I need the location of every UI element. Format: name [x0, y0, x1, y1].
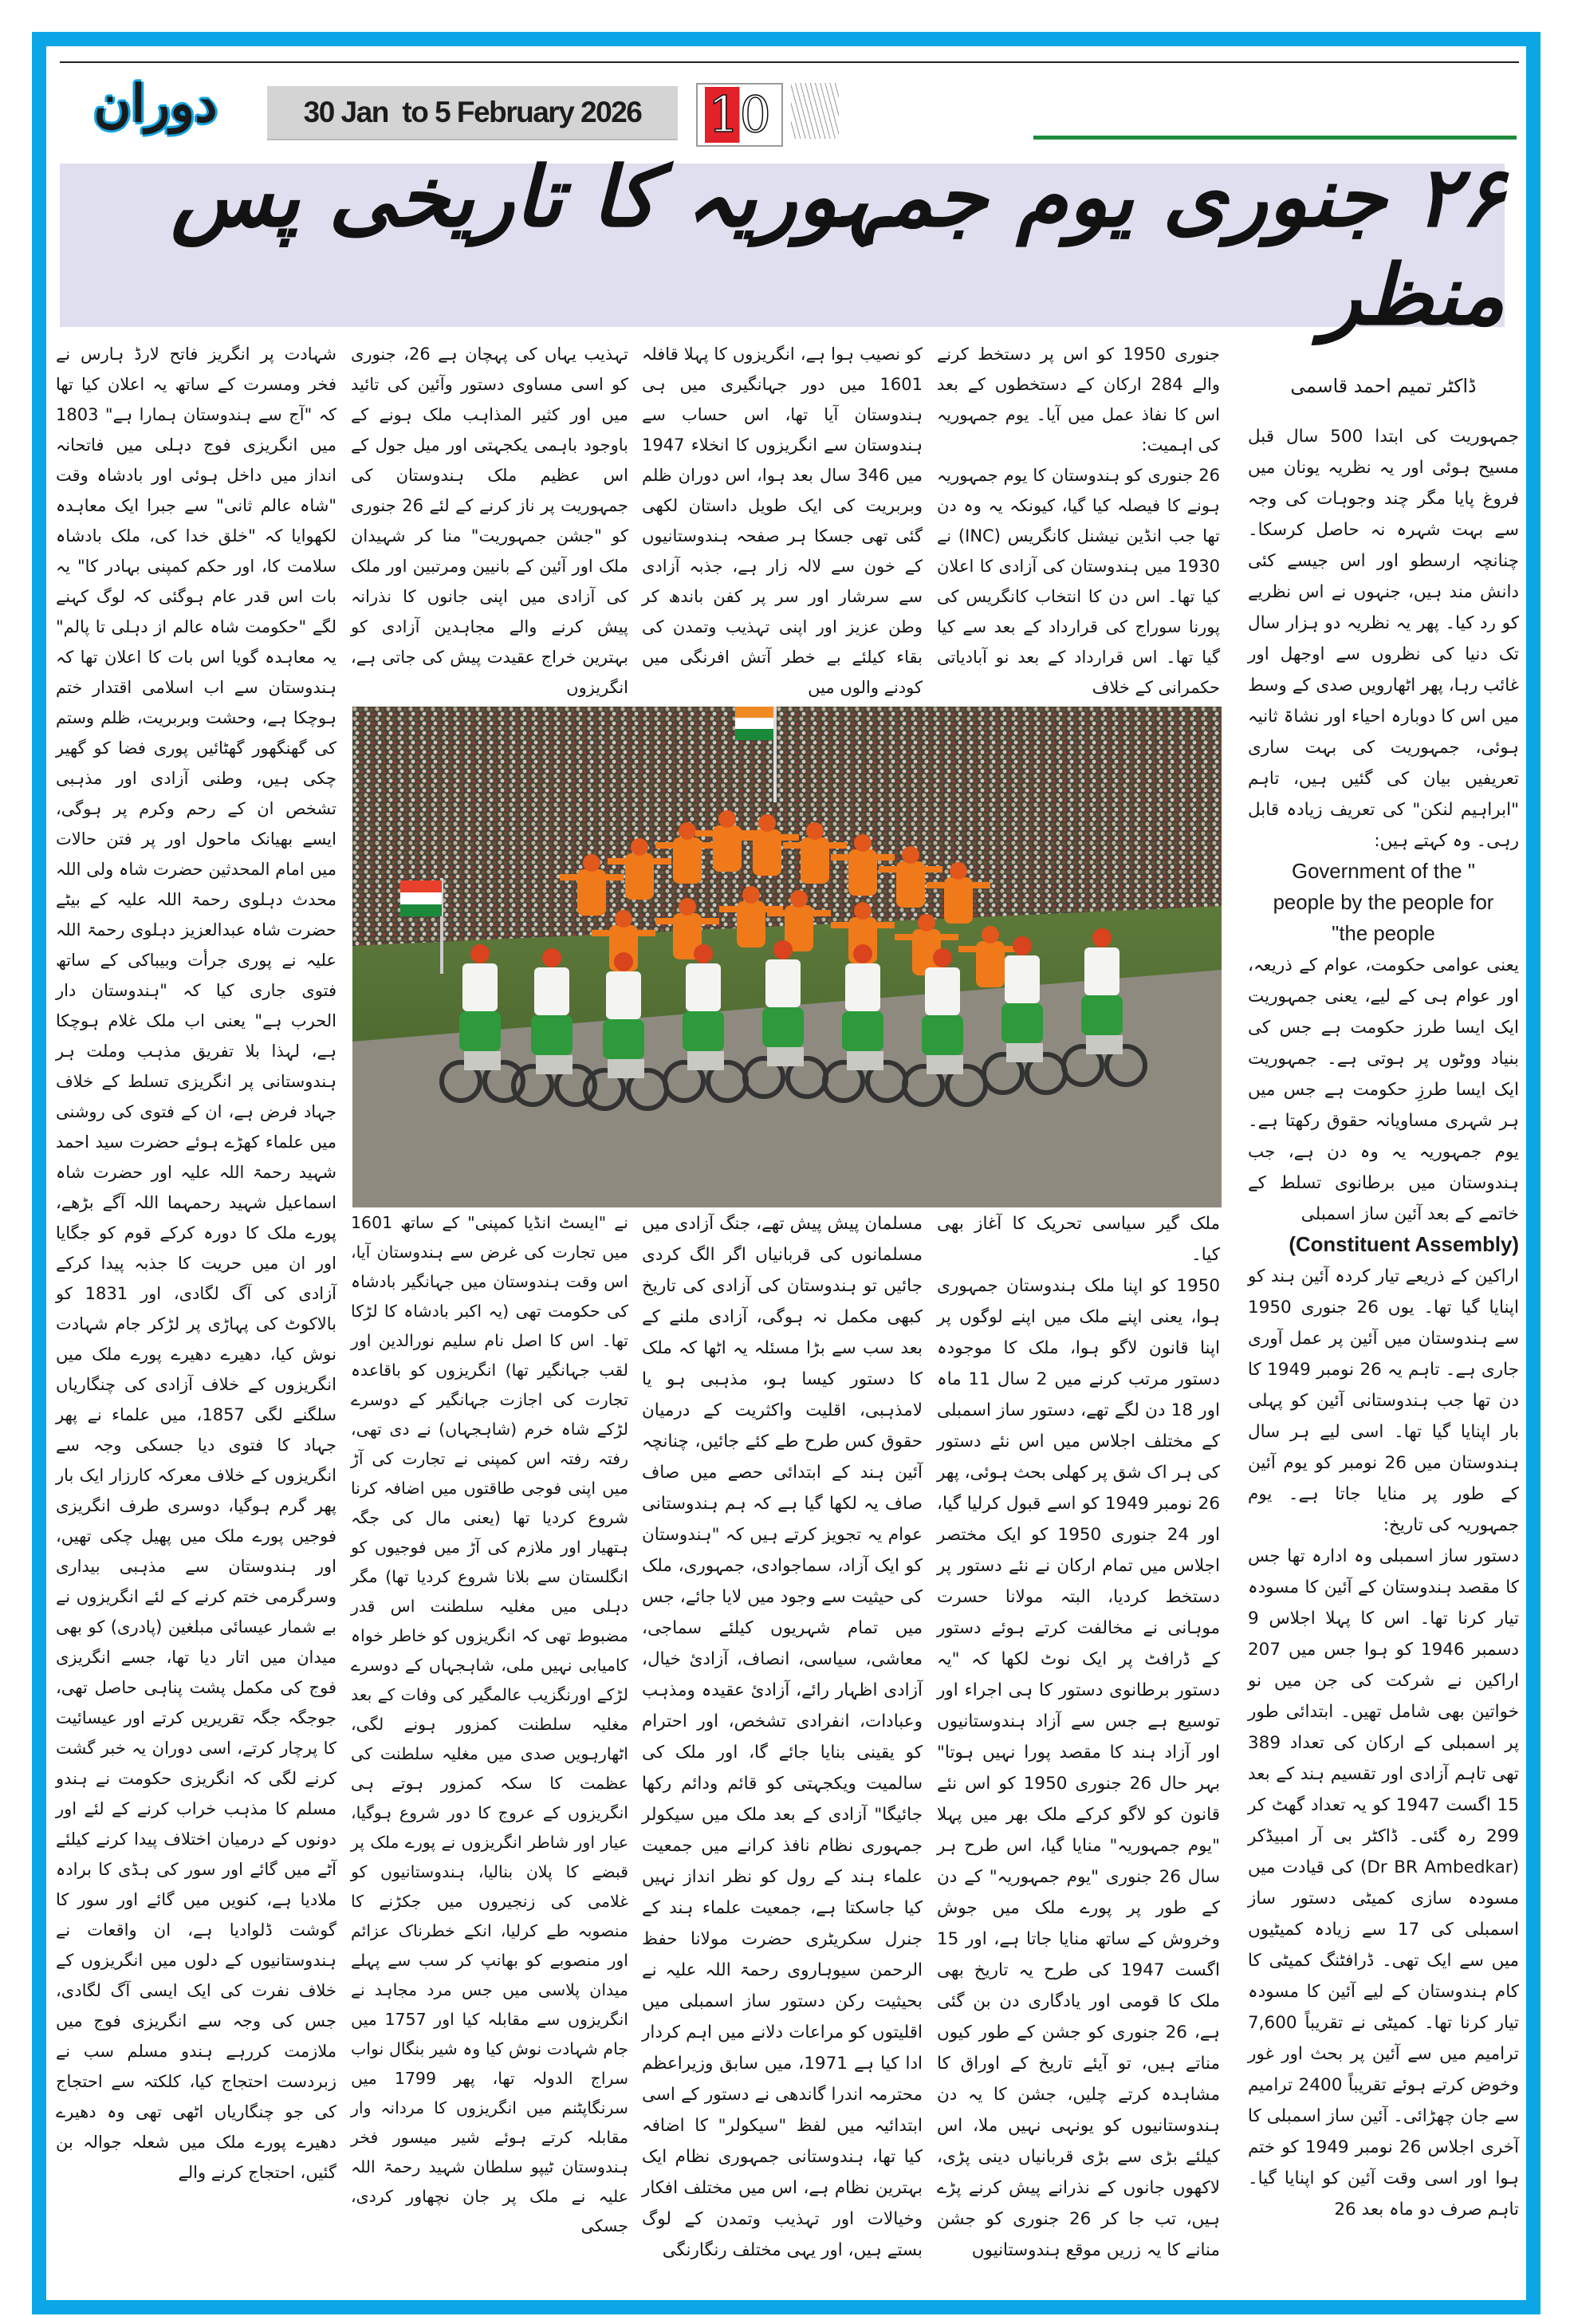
paragraph: 26 جنوری کو ہندوستان کا یوم جمہوریہ ہونے کا فیصلہ کیا گیا، کیونکہ یہ وہ دن تھا جب انڈین نیشنل کانگریس (INC) نے 1930 میں ہندوستان کی آزادی کا اعلان کیا تھا۔ اس دن کا انتخاب کانگریس کی پورنا سوراج کی قرارداد کے بعد سے کیا گیا تھا۔ اس قرارداد کے بعد نو آبادیاتی حکمرانی کے خلاف — [937, 466, 1220, 697]
newspaper-logo — [80, 65, 231, 142]
column-4-top — [937, 339, 1220, 702]
column-4-bottom — [937, 1208, 1220, 2293]
column-3-top — [642, 339, 923, 702]
paragraph: یعنی عوامی حکومت، عوام کے ذریعہ، اور عوام ہی کے لیے، یعنی جمہوریت ایک ایسا طرز حکومت ہے جس کی بنیاد ووٹوں پر ہوتی ہے۔ جمہوریت ایک ایسا طرزِ حکومت ہے جس میں ہر شہری مساویانہ حقوق رکھتا ہے۔ یوم جمہوریہ یہ وہ دن ہے، جب ہندوستان میں برطانوی تسلط کے خاتمے کے بعد آئین ساز اسمبلی — [1248, 955, 1519, 1224]
lincoln-quote-line: "the people — [1332, 923, 1435, 945]
republic-day-parade-photo — [352, 707, 1222, 1207]
constituent-assembly-term: (Constituent Assembly) — [1289, 1234, 1519, 1256]
paragraph: ملک گیر سیاسی تحریک کا آغاز بھی کیا۔ — [937, 1214, 1220, 1265]
paragraph: مسلمان پیش پیش تھے، جنگ آزادی میں مسلمانوں کی قربانیاں اگر الگ کردی جائیں تو ہندوستان کی آزادی کی تاریخ کبھی مکمل نہ ہوگی، آزادی ملنے کے بعد سب سے بڑا مسئلہ یہ اٹھا کہ ملک کا دستور کیسا ہو، مذہبی ہو یا لامذہبی، اقلیت واکثریت کے درمیان حقوق کس طرح طے کئے جائیں، چنانچہ آئین ہند کے ابتدائی حصے میں صاف صاف یہ لکھا گیا ہے کہ ہم ہندوستانی عوام یہ تجویز کرتے ہیں کہ "ہندوستان کو ایک آزاد، سماجوادی، جمہوری، ملک کی حیثیت سے وجود میں لایا جائے، جس میں تمام شہریوں کیلئے سماجی، معاشی، سیاسی، انصاف، آزادئ خیال، آزادی اظہار رائے، آزادئ عقیدہ ومذہب وعبادات، انفرادی تشخص، اور احترام کو یقینی بنایا جائے گا، اور ملک کی سالمیت ویکجہتی کو قائم ودائم رکھا جائیگا" آزادی کے بعد ملک میں سیکولر جمہوری نظام نافذ کرانے میں جمعیت علماء ہند کے رول کو نظر انداز نہیں کیا جاسکتا ہے، جمعیت علماء ہند کے جنرل سکریٹری حضرت مولانا حفظ الرحمن سیوہاروی رحمۃ اللہ علیہ نے بحیثیت رکن دستور ساز اسمبلی میں اقلیتوں کو مراعات دلانے میں اہم کردار ادا کیا ہے 1971، میں سابق وزیراعظم محترمہ اندرا گاندھی نے دستور کے اسی ابتدائیہ میں لفظ "سیکولر" کا اضافہ کیا تھا، ہندوستانی جمہوری نظام ایک بہترین نظام ہے، اس میں مختلف افکار وخیالات اور تہذیب وتمدن کے لوگ بستے ہیں، اور یہی مختلف رنگارنگی — [642, 1214, 923, 2260]
paragraph: دستور ساز اسمبلی وہ ادارہ تھا جس کا مقصد ہندوستان کے آئین کا مسودہ تیار کرنا تھا۔ اس کا پہلا اجلاس 9 دسمبر 1946 کو ہوا جس میں 207 اراکین نے شرکت کی جن میں نو خواتین بھی شامل تھیں۔ ابتدائی طور پر اسمبلی کے ارکان کی تعداد 389 تھی تاہم آزادی اور تقسیم ہند کے بعد 15 اگست 1947 کو یہ تعداد گھٹ کر 299 رہ گئی۔ ڈاکٹر بی آر امبیڈکر (Dr BR Ambedkar) کی قیادت میں مسودہ سازی کمیٹی دستور ساز اسمبلی کی 17 سے زیادہ کمیٹیوں میں سے ایک تھی۔ ڈرافٹنگ کمیٹی کا کام ہندوستان کے لیے آئین کا مسودہ تیار کرنا تھا۔ کمیٹی نے تقریباً 7,600 ترامیم میں سے آئین پر بحث اور غور وخوض کرتے ہوئے تقریباً 2400 ترامیم سے جان چھڑائی۔ آئین ساز اسمبلی کا آخری اجلاس 26 نومبر 1949 کو ختم ہوا اور اسی وقت آئین کو اپنایا گیا۔ تاہم صرف دو ماہ بعد 26 — [1248, 1546, 1519, 2220]
column-1 — [56, 339, 336, 2289]
column-3-bottom — [642, 1208, 923, 2293]
issue-date: 30 Jan to 5 February 2026 — [303, 96, 642, 128]
logo-text: دوران — [93, 73, 218, 134]
lincoln-quote-line: Government of the " — [1292, 861, 1475, 883]
author-byline: ڈاکٹر تمیم احمد قاسمی — [1290, 375, 1477, 397]
hatch-decoration — [791, 83, 839, 139]
page-number: 10 — [705, 87, 774, 143]
page-number-box — [696, 83, 783, 147]
column-2-bottom — [351, 1208, 628, 2293]
accent-rule — [1033, 136, 1517, 140]
paragraph: جمہوریت کی ابتدا 500 سال قبل مسیح ہوئی اور یہ نظریہ یونان میں فروغ پایا مگر چند وجوہات کی وجہ سے بہت شہرہ نہ حاصل کرسکا۔ چنانچہ ارسطو اور اس جیسے کئی دانش مند ہیں، جنہوں نے اس نظریے کو رد کیا۔ پھر یہ نظریہ دو ہزار سال تک دنیا کی نظروں سے اوجھل اور غائب رہا، پھر اٹھارویں صدی کے وسط میں اس کا دوبارہ احیاء اور نشاۃ ثانیہ ہوئی، جمہوریت کی بہت ساری تعریفیں بیان کی گئیں ہیں، تاہم "ابراہیم لنکن" کی تعریف زیادہ قابل رہی۔ وہ کہتے ہیں: — [1248, 427, 1519, 851]
paragraph: تہذیب یہاں کی پہچان ہے 26، جنوری کو اسی مساوی دستور وآئین کی تائید میں اور کثیر المذاہب ملک ہونے کے باوجود باہمی یکجہتی اور میل جول کے اس عظیم ملک ہندوستان کی جمہوریت پر ناز کرنے کے لئے 26 جنوری کو "جشن جمہوریت" منا کر شہیدان ملک اور آئین کے بانیین ومرتبین اور ملک کی آزادی میں اپنی جانوں کا نذرانہ پیش کرنے والے مجاہدین آزادی کو بہترین خراج عقیدت پیش کی جاتی ہے، انگریزوں — [351, 345, 629, 697]
paragraph: جنوری 1950 کو اس پر دستخط کرنے والے 284 ارکان کے دستخطوں کے بعد اس کا نفاذ عمل میں آیا۔ یوم جمہوریہ کی اہمیت: — [937, 345, 1220, 455]
header-rule — [60, 61, 1519, 63]
parade-illustration — [352, 707, 1222, 1207]
paragraph: 1950 کو اپنا ملک ہندوستان جمہوری ہوا، یعنی اپنے ملک میں اپنے لوگوں پر اپنا قانون لاگو ہوا، ملک کا موجودہ دستور مرتب کرنے میں 2 سال 11 ماہ اور 18 دن لگے تھے، دستور ساز اسمبلی کے مختلف اجلاس میں اس نئے دستور کی ہر اک شق پر کھلی بحث ہوئی، پھر 26 نومبر 1949 کو اسے قبول کرلیا گیا، اور 24 جنوری 1950 کو ایک مختصر اجلاس میں تمام ارکان نے نئے دستور پر دستخط کردیا، البتہ مولانا حسرت موہانی نے مخالفت کرتے ہوئے دستور کے ڈرافٹ پر ایک نوٹ لکھا کہ "یہ دستور برطانوی دستور کا ہی اجراء اور توسیع ہے جس سے آزاد ہندوستانیوں اور آزاد ہند کا مقصد پورا نہیں ہوتا" بہر حال 26 جنوری 1950 کو اس نئے قانون کو لاگو کرکے ملک بھر میں پہلا "یوم جمہوریہ" منایا گیا، اس طرح ہر سال 26 جنوری "یوم جمہوریہ" کے دن کے طور پر پورے ملک میں جوش وخروش کے ساتھ منایا جاتا ہے، اور 15 اگست 1947 کی طرح یہ تاریخ بھی ملک کا قومی اور یادگاری دن بن گئی ہے، 26 جنوری کو جشن کے طور کیوں مناتے ہیں، تو آیئے تاریخ کے اوراق کا مشاہدہ کرتے چلیں، جشن کا یہ دن ہندوستانیوں کو یونہی نہیں ملا، اس کیلئے بڑی سے بڑی قربانیاں دینی پڑی، لاکھوں جانوں کے نذرانے پیش کرنے پڑے ہیں، تب جا کر 26 جنوری کو جشن منانے کا یہ زریں موقع ہندوستانیوں — [937, 1276, 1221, 2260]
paragraph: اراکین کے ذریعے تیار کردہ آئین ہند کو اپنایا گیا تھا۔ یوں 26 جنوری 1950 سے ہندوستان میں آئین پر عمل آوری جاری ہے۔ تاہم یہ 26 نومبر 1949 کا دن تھا جب ہندوستانی آئین کو پہلی بار اپنایا گیا تھا۔ اسی لیے ہر سال ہندوستان میں 26 نومبر کو یوم آئین کے طور پر منایا جاتا ہے۔ یوم جمہوریہ کی تاریخ: — [1248, 1266, 1519, 1535]
lincoln-quote-line: people by the people for — [1273, 892, 1494, 914]
paragraph: شہادت پر انگریز فاتح لارڈ ہارس نے فخر ومسرت کے ساتھ یہ اعلان کیا تھا کہ "آج سے ہندوستان ہمارا ہے" 1803 میں انگریزی فوج دہلی میں فاتحانہ انداز میں داخل ہوئی اور بادشاہ وقت "شاہ عالم ثانی" سے جبرا ایک معاہدہ لکھوایا کہ "خلق خدا کی، ملک بادشاہ سلامت کا، اور حکم کمپنی بہادر کا" یہ بات اس قدر عام ہوگئی کہ لوگ کہنے لگے "حکومت شاہ عالم از دہلی تا پالم" یہ معاہدہ گویا اس بات کا اعلان تھا کہ ہندوستان سے اب اسلامی اقتدار ختم ہوچکا ہے، وحشت وبربریت، ظلم وستم کی گھنگھور گھٹائیں پوری فضا کو گھیر چکی ہیں، وطنی آزادی اور مذہبی تشخص ان کے رحم وکرم پر ہوگی، ایسے بھیانک ماحول اور پر فتن حالات میں امام المحدثین حضرت شاہ ولی اللہ محدث دہلوی رحمۃ اللہ علیہ کے بیٹے حضرت شاہ عبدالعزیز دہلوی رحمۃ اللہ علیہ نے پوری جرأت وبیباکی کے ساتھ فتوی جاری کیا کہ "ہندوستان دار الحرب ہے" یعنی اب ملک غلام ہوچکا ہے، لہذا بلا تفریق مذہب وملت ہر ہندوستانی پر انگریزی تسلط کے خلاف جہاد فرض ہے، ان کے فتوی کی روشنی میں علماء کھڑے ہوئے حضرت سید احمد شہید رحمۃ اللہ علیہ اور حضرت شاہ اسماعیل شہید رحمہما اللہ آگے بڑھے، پورے ملک کا دورہ کرکے قوم کو جگایا اور ان میں حریت کا جذبہ پیدا کرکے آزادی کی آگ لگادی، اور 1831 کو بالاکوٹ کی پہاڑی پر لڑکر جام شہادت نوش کیا، دھیرے دھیرے پورے ملک میں انگریزوں کے خلاف آزادی کی چنگاریاں سلگنے لگی 1857، میں علماء نے پھر جہاد کا فتوی دیا جسکی وجہ سے انگریزوں کے خلاف معرکہ کارزار ایک بار پھر گرم ہوگیا، دوسری طرف انگریزی فوجیں پورے ملک میں پھیل چکی تھیں، اور ہندوستان سے مذہبی بیداری وسرگرمی ختم کرنے کے لئے انگریزوں نے بے شمار عیسائی مبلغین (پادری) کو بھی میدان میں اتار دیا تھا، جسے انگریزی فوج کی مکمل پشت پناہی حاصل تھی، جوجگہ جگہ تقریریں کرتے اور عیسائیت کا پرچار کرتے، اسی دوران یہ خبر گشت کرنے لگی کہ انگریزی حکومت نے ہندو مسلم کا مذہب خراب کرنے کے لئے اور دونوں کے درمیان اختلاف پیدا کرنے کیلئے آٹے میں گائے اور سور کی ہڈی کا برادہ ملادیا ہے، کنویں میں گائے اور سور کا گوشت ڈلوادیا ہے، ان واقعات نے ہندوستانیوں کے دلوں میں انگریزوں کے خلاف نفرت کی ایک ایسی آگ لگادی، جس کی وجہ سے انگریزی فوج میں ملازمت کررہے ہندو مسلم سب نے زبردست احتجاج کیا، کلکتہ سے احتجاج کی جو چنگاریاں اٹھی تھی وہ دھیرے دھیرے پورے ملک میں شعلہ جوالہ بن گئیں، احتجاج کرنے والے — [56, 345, 336, 2182]
column-5 — [1248, 339, 1519, 2293]
paragraph: نے "ایسٹ انڈیا کمپنی" کے ساتھ 1601 میں تجارت کی غرض سے ہندوستان آیا، اس وقت ہندوستان میں جہانگیر بادشاہ کی حکومت تھی (یہ اکبر بادشاہ کا لڑکا تھا۔ اس کا اصل نام سلیم نورالدین اور لقب جہانگیر تھا) انگریزوں کو باقاعدہ تجارت کی اجازت جہانگیر کے دوسرے لڑکے شاہ خرم (شاہجہاں) نے دی تھی، رفتہ رفتہ اس کمپنی نے تجارت کی آڑ میں اپنی فوجی طاقتوں میں اضافہ کرنا شروع کردیا تھا (یعنی مال کی جگہ ہتھیار اور ملازم کی آڑ میں فوجیوں کو انگلستان سے بلانا شروع کردیا تھا) مگر دہلی میں مغلیہ سلطنت اس قدر مضبوط تھی کہ انگریزوں کو خاطر خواہ کامیابی نہیں ملی، شاہجہاں کے دوسرے لڑکے اورنگزیب عالمگیر کی وفات کے بعد مغلیہ سلطنت کمزور ہونے لگی، اٹھارہویں صدی میں مغلیہ سلطنت کی عظمت کا سکہ کمزور ہوتے ہی انگریزوں کے عروج کا دور شروع ہوگیا، عیار اور شاطر انگریزوں نے پورے ملک پر قبضے کا پلان بنالیا، ہندوستانیوں کو غلامی کی زنجیروں میں جکڑنے کا منصوبہ طے کرلیا، انکے خطرناک عزائم اور منصوبے کو بھانپ کر سب سے پہلے میدان پلاسی میں جس مرد مجاہد نے انگریزوں سے مقابلہ کیا اور 1757 میں جام شہادت نوش کیا وہ شیر بنگال نواب سراج الدولہ تھا، پھر 1799 میں سرنگاپٹنم میں انگریزوں کا مردانہ وار مقابلہ کرتے ہوئے شیر میسور فخر ہندوستان ٹیپو سلطان شہید رحمۃ اللہ علیہ نے ملک پر جان نچھاور کردی، جسکی — [351, 1213, 629, 2235]
paragraph: کو نصیب ہوا ہے، انگریزوں کا پہلا قافلہ 1601 میں دور جہانگیری میں ہی ہندوستان آیا تھا، اس حساب سے ہندوستان سے انگریزوں کا انخلاء 1947 میں 346 سال بعد ہوا، اس دوران ظلم وبربریت کی ایک طویل داستان لکھی گئی تھی جسکا ہر صفحہ ہندوستانیوں کے خون سے لالہ زار ہے، جذبہ آزادی سے سرشار اور سر پر کفن باندھ کر وطن عزیز اور اپنی تہذیب وتمدن کی بقاء کیلئے بے خطر آتش افرنگی میں کودنے والوں میں — [642, 345, 923, 697]
issue-date-box — [267, 86, 678, 140]
headline: ۲۶ جنوری یوم جمہوریہ کا تاریخی پس منظر — [171, 147, 1505, 344]
headline-band — [60, 147, 1505, 344]
column-2-top — [351, 339, 628, 702]
